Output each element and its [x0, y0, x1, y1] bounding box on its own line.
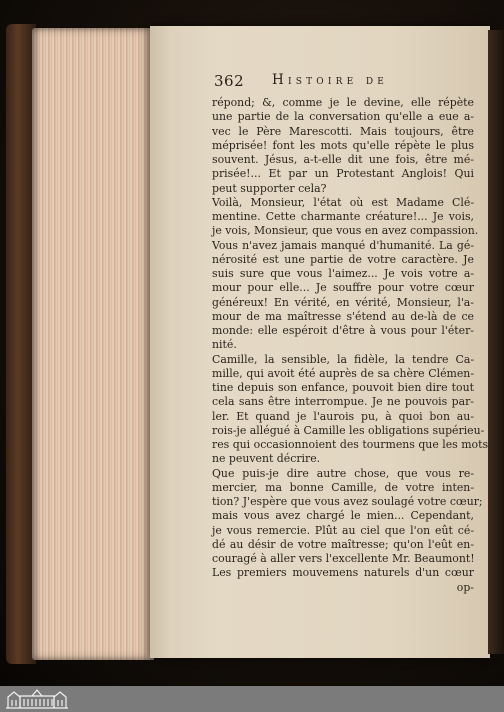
- text-line: méprisée! font les mots qu'elle répète le plus: [212, 138, 474, 152]
- text-line: mercier, ma bonne Camille, de votre inten-: [212, 480, 474, 494]
- text-line: répond; &, comme je le devine, elle répète: [212, 96, 474, 109]
- text-line: généreux! En vérité, en vérité, Monsieur, l'a-: [212, 295, 474, 309]
- text-line: Camille, la sensible, la fidèle, la tendre Ca-: [212, 352, 474, 366]
- text-line: mille, qui avoit été auprès de sa chère Clémen-: [212, 366, 474, 380]
- text-line: souvent. Jésus, a-t-elle dit une fois, être mé-: [212, 153, 474, 166]
- text-line: peut supporter cela?: [212, 181, 327, 195]
- text-line: mais vous avez chargé le mien... Cependant,: [212, 509, 474, 523]
- text-line: je vois, Monsieur, que vous en avez compassion.: [212, 224, 479, 238]
- text-line: nité.: [212, 338, 237, 352]
- text-line: mour de ma maîtresse s'étend au de-là de ce: [212, 309, 474, 323]
- text-line: monde: elle espéroit d'être à vous pour l'éter-: [212, 324, 474, 337]
- running-title: Histoire de: [272, 72, 389, 88]
- body-text: [212, 96, 489, 595]
- text-line: Vous n'avez jamais manqué d'humanité. La gé-: [212, 238, 474, 252]
- text-line: dé au désir de votre maîtresse; qu'on l'eût en-: [212, 537, 474, 551]
- text-line: mentine. Cette charmante créature!... Je vois,: [212, 210, 474, 223]
- viewer-footer-bar: [0, 686, 504, 712]
- catchword: op-: [456, 580, 474, 594]
- text-line: Voilà, Monsieur, l'état où est Madame Clé-: [212, 195, 474, 209]
- page-header: [214, 70, 476, 94]
- text-line: Les premiers mouvemens naturels d'un cœur: [212, 566, 474, 580]
- text-line: couragé à aller vers l'excellente Mr. Beaumont!: [212, 552, 475, 565]
- text-line: cela sans être interrompue. Je ne pouvois par-: [212, 395, 474, 409]
- book-gutter-right: [488, 30, 504, 654]
- page-number: 362: [214, 72, 245, 90]
- library-building-icon: [4, 688, 70, 710]
- text-line: rois-je allégué à Camille les obligations supérieu-: [212, 423, 485, 437]
- text-line: ne peuvent décrire.: [212, 452, 321, 466]
- text-line: nérosité est une partie de votre caractère. Je: [212, 252, 474, 266]
- page-edges: [32, 28, 154, 660]
- text-line: une partie de la conversation qu'elle a eue a-: [212, 110, 474, 124]
- text-line: tion? J'espère que vous avez soulagé votre cœur;: [212, 495, 483, 508]
- text-line: vec le Père Marescotti. Mais toujours, être: [212, 124, 474, 138]
- text-line: je vous remercie. Plût au ciel que l'on eût cé-: [212, 523, 474, 537]
- text-line: ler. Et quand je l'aurois pu, à quoi bon au-: [212, 409, 474, 423]
- text-line: suis sure que vous l'aimez... Je vois votre a-: [212, 267, 474, 280]
- text-line: prisée!... Et par un Protestant Anglois! Qui: [212, 167, 474, 181]
- text-line: Que puis-je dire autre chose, que vous re-: [212, 466, 474, 480]
- text-line: mour pour elle... Je souffre pour votre cœur: [212, 281, 474, 295]
- text-line: tine depuis son enfance, pouvoit bien dire tout: [212, 381, 474, 394]
- text-line: res qui occasionnoient des tourmens que les mots: [212, 438, 489, 451]
